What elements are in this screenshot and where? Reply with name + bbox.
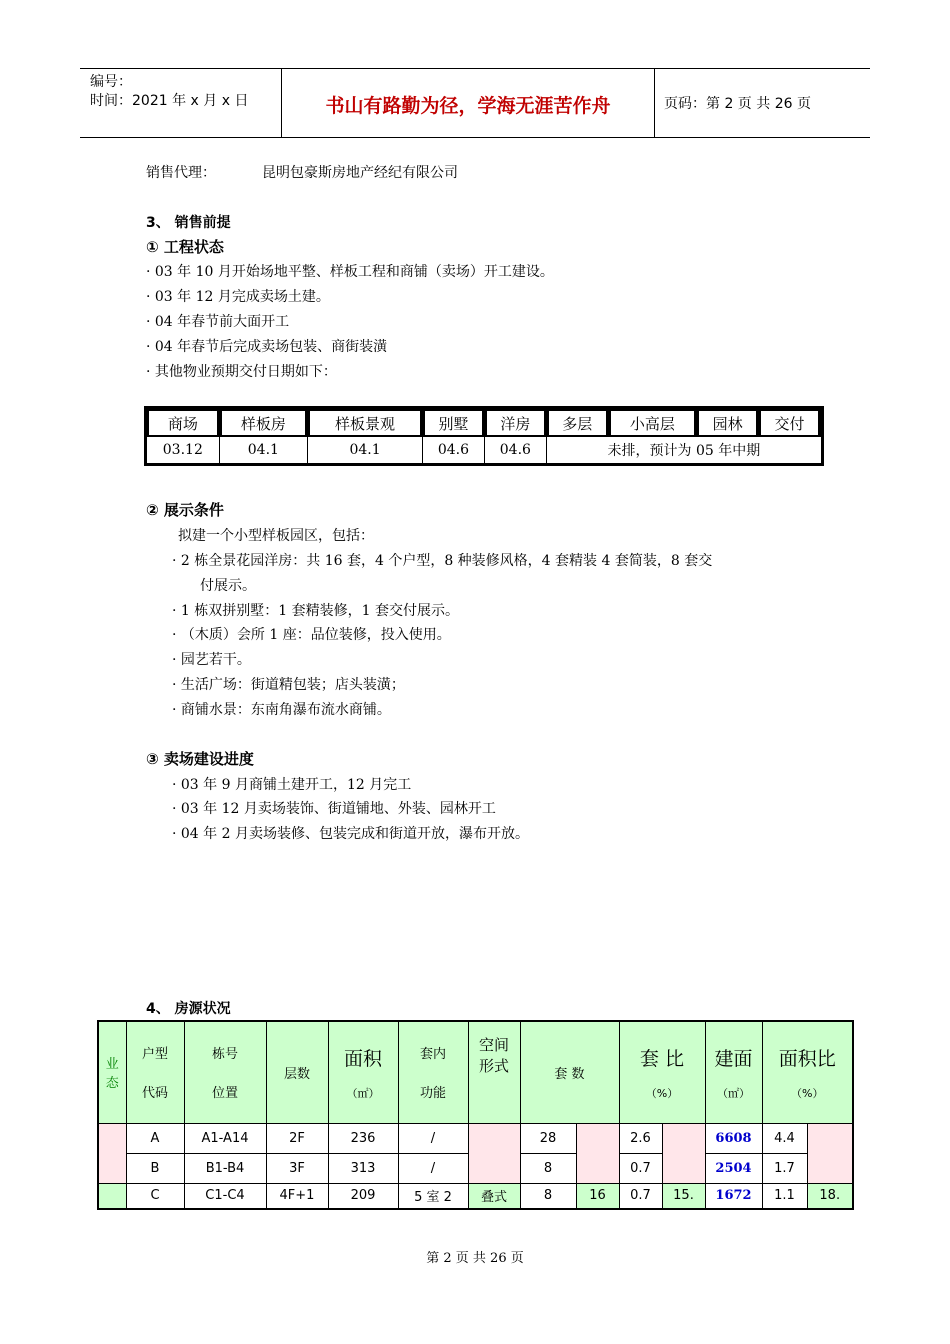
table-header-cell: 样板景观 bbox=[308, 409, 423, 437]
sub1-item: · 04 年春节前大面开工 bbox=[146, 314, 290, 330]
header-meta bbox=[90, 73, 248, 111]
header-count: 套 数 bbox=[520, 1021, 619, 1123]
table-cell: 04.1 bbox=[220, 437, 308, 463]
table-cell: A bbox=[126, 1123, 184, 1153]
header-area: 面积 （㎡） bbox=[328, 1021, 398, 1123]
table-cell bbox=[576, 1123, 619, 1183]
table-cell-merged: 未排，预计为 05 年中期 bbox=[607, 443, 761, 459]
header-built-area: 建面 （㎡） bbox=[705, 1021, 762, 1123]
table-header-row bbox=[98, 1021, 853, 1123]
sub2-item: 付展示。 bbox=[200, 578, 256, 594]
sub3-item: · 03 年 9 月商铺土建开工，12 月完工 bbox=[172, 777, 412, 793]
table-cell: 2.6 bbox=[619, 1123, 662, 1153]
header-space-form: 空间 形式 bbox=[468, 1021, 520, 1123]
sub2-item: · 生活广场：街道精包装；店头装潢； bbox=[172, 677, 405, 693]
table-cell: 04.1 bbox=[308, 437, 423, 463]
header-function: 套内 功能 bbox=[398, 1021, 468, 1123]
delivery-schedule-table bbox=[144, 406, 824, 466]
table-cell: 8 bbox=[520, 1183, 576, 1209]
agent-label: 销售代理： bbox=[146, 165, 216, 181]
table-cell: 6608 bbox=[705, 1123, 762, 1153]
header-number: 编号： bbox=[90, 74, 132, 90]
table-header-cell: 园林 bbox=[697, 409, 759, 437]
sub1-item: · 其他物业预期交付日期如下： bbox=[146, 364, 337, 380]
table-cell: 0.7 bbox=[619, 1183, 662, 1209]
table-cell bbox=[807, 1123, 853, 1183]
sub2-title: ② 展示条件 bbox=[146, 501, 224, 519]
section-3-title: 3、 销售前提 bbox=[146, 215, 231, 231]
table-header-cell: 多层 bbox=[547, 409, 609, 437]
table-cell: / bbox=[398, 1153, 468, 1183]
table-cell bbox=[662, 1123, 705, 1183]
table-row bbox=[147, 437, 821, 463]
table-cell: 03.12 bbox=[147, 437, 220, 463]
header-floors: 层数 bbox=[266, 1021, 328, 1123]
table-cell bbox=[98, 1123, 126, 1183]
table-cell: C bbox=[126, 1183, 184, 1209]
sub3-title: ③ 卖场建设进度 bbox=[146, 750, 254, 768]
header-area-ratio: 面积比 （%） bbox=[762, 1021, 853, 1123]
header-type: 业 态 bbox=[98, 1021, 126, 1123]
sub2-item: · 1 栋双拼别墅：1 套精装修，1 套交付展示。 bbox=[172, 603, 459, 619]
page-header bbox=[80, 68, 870, 138]
table-cell: 4.4 bbox=[762, 1123, 807, 1153]
table-header-cell: 别墅 bbox=[423, 409, 485, 437]
sub1-title: ① 工程状态 bbox=[146, 238, 224, 256]
table-cell: 4F+1 bbox=[266, 1183, 328, 1209]
section-4-title: 4、 房源状况 bbox=[146, 1001, 231, 1017]
table-cell: 2504 bbox=[705, 1153, 762, 1183]
table-cell: C1-C4 bbox=[184, 1183, 266, 1209]
header-building: 栋号 位置 bbox=[184, 1021, 266, 1123]
housing-supply-table bbox=[97, 1020, 854, 1210]
table-cell: 0.7 bbox=[619, 1153, 662, 1183]
sub1-item: · 03 年 12 月完成卖场土建。 bbox=[146, 289, 330, 305]
table-cell: 5 室 2 bbox=[398, 1183, 468, 1209]
table-cell: 209 bbox=[328, 1183, 398, 1209]
table-header-cell: 样板房 bbox=[220, 409, 308, 437]
table-cell: 236 bbox=[328, 1123, 398, 1153]
header-ratio: 套 比 （%） bbox=[619, 1021, 705, 1123]
table-cell: 8 bbox=[520, 1153, 576, 1183]
sub2-item: · 园艺若干。 bbox=[172, 652, 251, 668]
table-cell: 18. bbox=[807, 1183, 853, 1209]
header-time: 时间：2021 年 x 月 x 日 bbox=[90, 93, 249, 109]
page-footer: 第 2 页 共 26 页 bbox=[426, 1251, 524, 1266]
sub3-item: · 04 年 2 月卖场装修、包装完成和街道开放，瀑布开放。 bbox=[172, 826, 529, 842]
table-cell: 2F bbox=[266, 1123, 328, 1153]
table-cell: 313 bbox=[328, 1153, 398, 1183]
agent-value: 昆明包豪斯房地产经纪有限公司 bbox=[262, 165, 458, 181]
table-cell: 15. bbox=[662, 1183, 705, 1209]
table-cell: 3F bbox=[266, 1153, 328, 1183]
sub2-item: · （木质）会所 1 座：品位装修，投入使用。 bbox=[172, 627, 451, 643]
table-cell: A1-A14 bbox=[184, 1123, 266, 1153]
table-cell: 1.1 bbox=[762, 1183, 807, 1209]
sub2-item: · 商铺水景：东南角瀑布流水商铺。 bbox=[172, 702, 391, 718]
table-cell: 1.7 bbox=[762, 1153, 807, 1183]
table-cell: B1-B4 bbox=[184, 1153, 266, 1183]
sub1-item: · 04 年春节后完成卖场包装、商街装潢 bbox=[146, 339, 388, 355]
header-unit-code: 户型 代码 bbox=[126, 1021, 184, 1123]
table-cell: 叠式 bbox=[468, 1183, 520, 1209]
table-cell: 16 bbox=[576, 1183, 619, 1209]
table-row bbox=[98, 1183, 853, 1209]
table-cell: B bbox=[126, 1153, 184, 1183]
table-row bbox=[98, 1123, 853, 1153]
sub1-item: · 03 年 10 月开始场地平整、样板工程和商铺（卖场）开工建设。 bbox=[146, 264, 554, 280]
table-header-row bbox=[147, 409, 821, 437]
table-header-cell: 洋房 bbox=[485, 409, 547, 437]
table-cell: 04.6 bbox=[423, 437, 485, 463]
table-cell bbox=[98, 1183, 126, 1209]
header-motto: 书山有路勤为径，学海无涯苦作舟 bbox=[325, 95, 611, 117]
table-cell: 1672 bbox=[705, 1183, 762, 1209]
header-page-number: 页码：第 2 页 共 26 页 bbox=[664, 96, 811, 112]
table-header-cell: 商场 bbox=[147, 409, 220, 437]
table-cell: 28 bbox=[520, 1123, 576, 1153]
table-cell: 04.6 bbox=[485, 437, 547, 463]
header-divider bbox=[654, 69, 655, 137]
table-cell bbox=[468, 1123, 520, 1183]
table-cell: / bbox=[398, 1123, 468, 1153]
table-header-cell: 小高层 bbox=[609, 409, 697, 437]
table-header-cell: 交付 bbox=[759, 409, 821, 437]
sub3-item: · 03 年 12 月卖场装饰、街道铺地、外装、园林开工 bbox=[172, 801, 496, 817]
sub2-intro: 拟建一个小型样板园区，包括： bbox=[178, 528, 374, 544]
sub2-item: · 2 栋全景花园洋房：共 16 套，4 个户型，8 种装修风格，4 套精装 4 套简装，8 套交 bbox=[172, 553, 713, 569]
